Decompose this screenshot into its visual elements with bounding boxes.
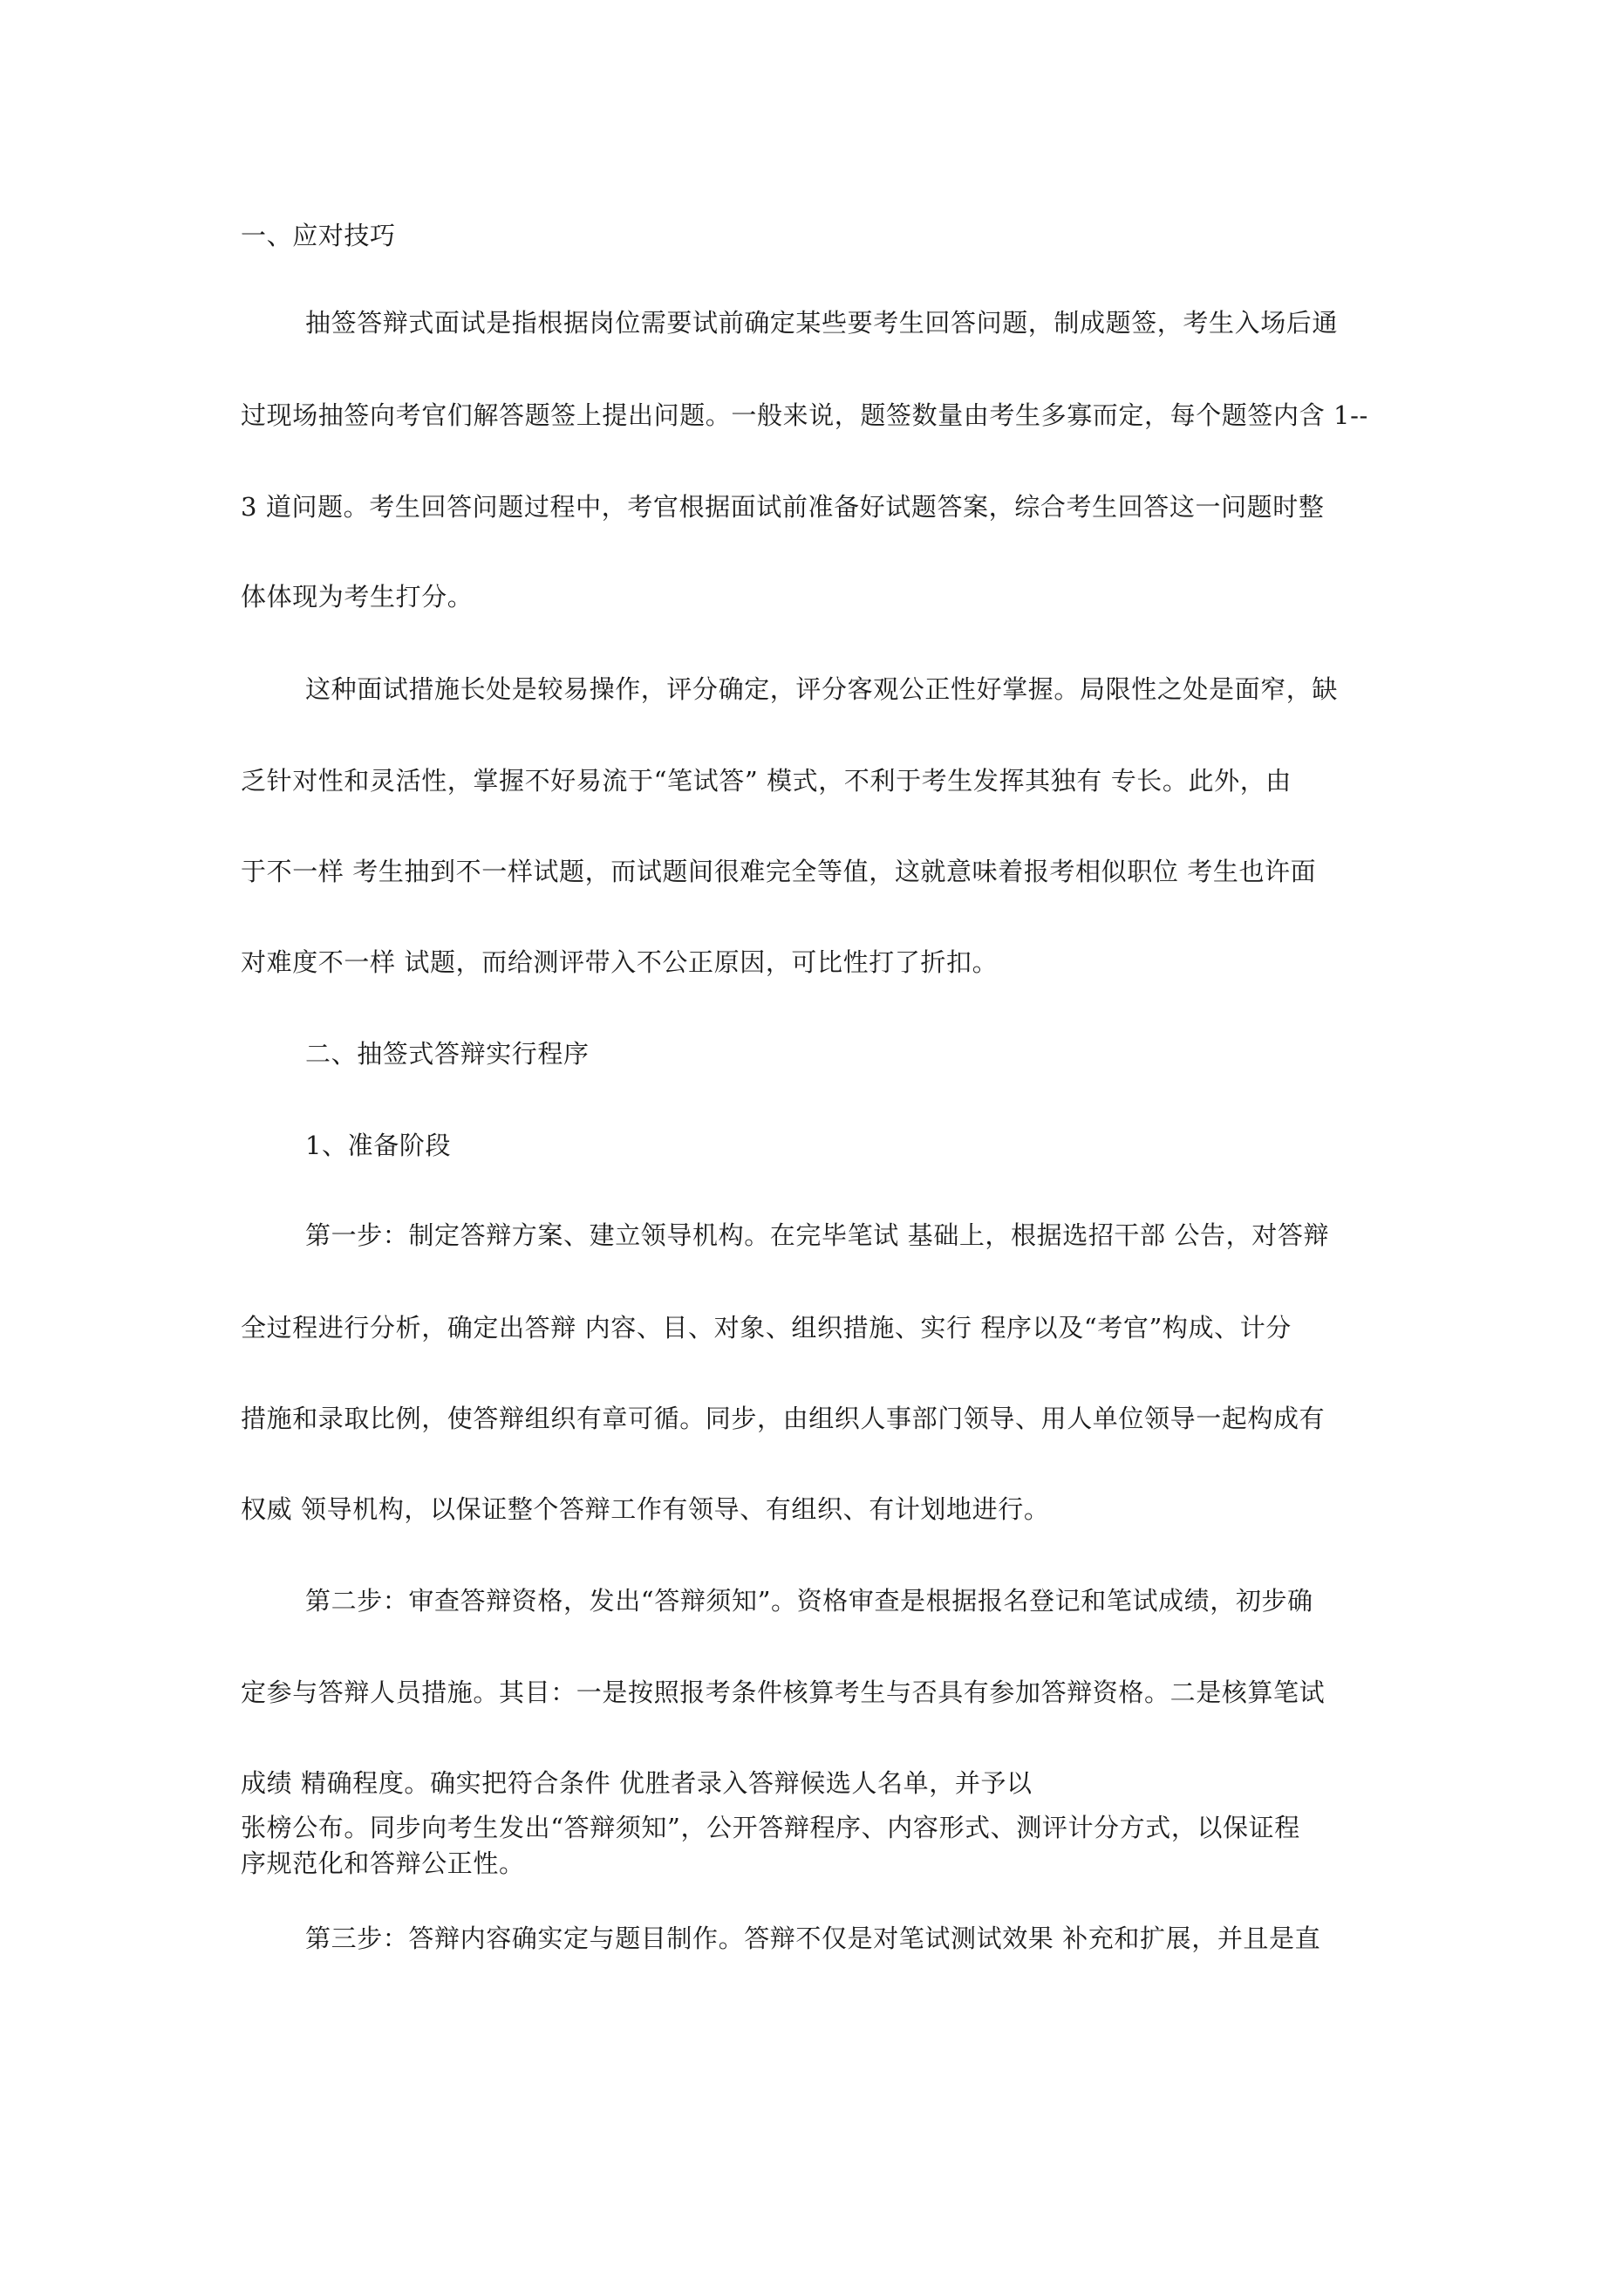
section-heading: 一、应对技巧 xyxy=(241,221,396,250)
text-line: 第二步：审查答辩资格，发出“答辩须知”。资格审查是根据报名登记和笔试成绩，初步确 xyxy=(305,1586,1313,1616)
text-line: 抽签答辩式面试是指根据岗位需要试前确定某些要考生回答问题，制成题签，考生入场后通 xyxy=(305,308,1339,338)
text-line: 第一步：制定答辩方案、建立领导机构。在完毕笔试 基础上，根据选招干部 公告，对答辩 xyxy=(305,1220,1330,1250)
text-line: 序规范化和答辩公正性。 xyxy=(241,1848,525,1878)
text-line: 措施和录取比例，使答辩组织有章可循。同步，由组织人事部门领导、用人单位领导一起构成有 xyxy=(241,1404,1326,1433)
text-line: 第三步：答辩内容确实定与题目制作。答辩不仅是对笔试测试效果 补充和扩展，并且是直 xyxy=(305,1924,1321,1953)
sub-heading: 1、准备阶段 xyxy=(305,1131,452,1160)
text-line: 这种面试措施长处是较易操作，评分确定，评分客观公正性好掌握。局限性之处是面窄，缺 xyxy=(305,674,1339,704)
text-line: 成绩 精确程度。确实把符合条件 优胜者录入答辩候选人名单，并予以 xyxy=(241,1768,1033,1798)
text-line: 3 道问题。考生回答问题过程中，考官根据面试前准备好试题答案，综合考生回答这一问题时整 xyxy=(241,492,1325,522)
text-line: 过现场抽签向考官们解答题签上提出问题。一般来说，题签数量由考生多寡而定，每个题签内含 1-- xyxy=(241,400,1368,430)
text-line: 定参与答辩人员措施。其目：一是按照报考条件核算考生与否具有参加答辩资格。二是核算笔试 xyxy=(241,1678,1326,1707)
section-heading: 二、抽签式答辩实行程序 xyxy=(305,1039,590,1069)
text-line: 于不一样 考生抽到不一样试题，而试题间很难完全等值，这就意味着报考相似职位 考生也许面 xyxy=(241,857,1317,886)
text-line: 体体现为考生打分。 xyxy=(241,582,474,612)
text-line: 张榜公布。同步向考生发出“答辩须知”，公开答辩程序、内容形式、测评计分方式，以保证程 xyxy=(241,1813,1300,1842)
text-line: 乏针对性和灵活性，掌握不好易流于“笔试答” 模式，不利于考生发挥其独有 专长。此外，由 xyxy=(241,766,1292,796)
text-line: 全过程进行分析，确定出答辩 内容、目、对象、组织措施、实行 程序以及“考官”构成、计分 xyxy=(241,1313,1292,1343)
text-line: 权威 领导机构，以保证整个答辩工作有领导、有组织、有计划地进行。 xyxy=(241,1494,1050,1524)
text-line: 对难度不一样 试题，而给测评带入不公正原因，可比性打了折扣。 xyxy=(241,947,999,977)
